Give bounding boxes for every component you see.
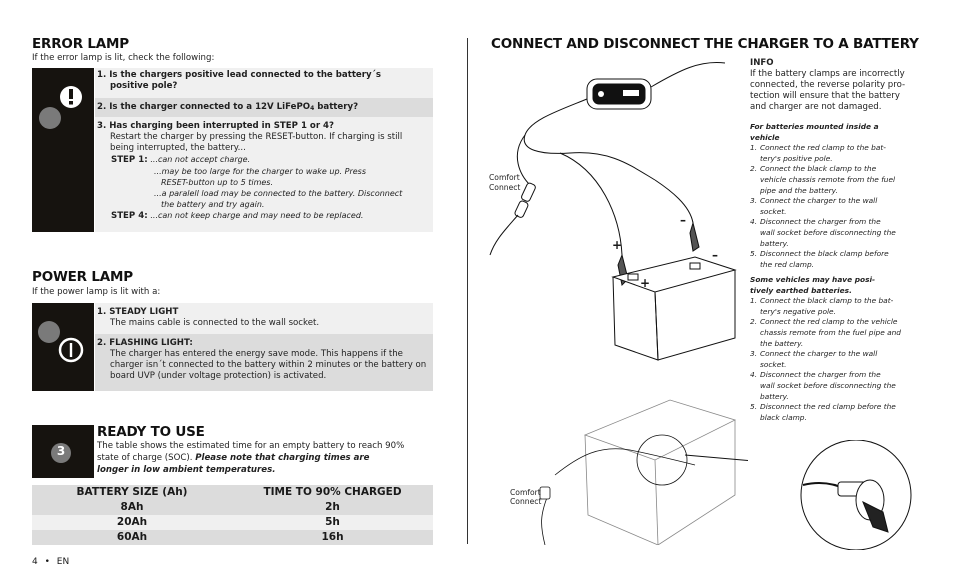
list-item-line: battery.	[760, 238, 789, 248]
table-cell: 16h	[321, 531, 344, 543]
comfort-connect-label-2a: Comfort	[510, 488, 541, 497]
error-check-2-subscript: 4	[310, 105, 315, 112]
comfort-connect-label-2	[510, 488, 541, 506]
power-lamp-intro: If the power lamp is lit with a:	[32, 287, 161, 297]
list-item	[750, 164, 915, 196]
list-item	[750, 217, 915, 249]
list-item-text	[760, 143, 886, 164]
list-item-text	[760, 196, 877, 217]
table-cell: 60Ah	[116, 531, 148, 543]
list-item-line: tery's positive pole.	[760, 153, 833, 163]
list-item-number: 4.	[750, 217, 758, 227]
charge-table-header	[32, 485, 433, 500]
ready-icon-panel	[32, 425, 94, 478]
info-block	[750, 58, 915, 113]
ready-note: Please note that charging times are	[195, 453, 370, 463]
footer-bullet: •	[44, 557, 50, 567]
list-item-number: 2.	[750, 164, 758, 174]
power-item-flashing-l1: The charger has entered the energy save mode. This happens if the	[110, 349, 403, 359]
info-line2: connected, the reverse polarity pro-	[750, 80, 906, 90]
step1-label: STEP 1:	[111, 155, 148, 165]
footer-language: EN	[56, 557, 70, 567]
header-battery-size: BATTERY SIZE (Ah)	[76, 486, 188, 498]
list-item-line: Connect the red clamp to the vehicle	[760, 317, 898, 327]
positive-earth-steps	[750, 296, 915, 423]
list-item-line: Disconnect the black clamp before	[760, 249, 889, 259]
list-item-line: chassis remote from the fuel pipe and	[760, 327, 901, 337]
list-item	[750, 249, 915, 270]
power-item-steady	[95, 303, 433, 334]
power-lamp-heading: POWER LAMP	[32, 269, 133, 285]
clamp-detail-zoom-icon	[788, 440, 928, 550]
list-item-line: wall socket before disconnecting the	[760, 227, 896, 237]
list-item-number: 3.	[750, 349, 758, 359]
comfort-connect-label-1a: Comfort	[489, 173, 520, 182]
list-item-number: 3.	[750, 196, 758, 206]
step4-label: STEP 4:	[111, 211, 148, 221]
list-item	[750, 402, 915, 423]
error-check-3	[95, 117, 433, 232]
table-row	[32, 515, 433, 530]
list-item-line: Disconnect the charger from the	[760, 217, 881, 227]
ready-heading: READY TO USE	[97, 424, 205, 440]
power-item-flashing	[95, 334, 433, 391]
table-cell: 8Ah	[120, 501, 144, 513]
page-number: 4	[32, 557, 38, 567]
ready-note-cont: longer in low ambient temperatures.	[97, 465, 276, 475]
table-row	[32, 500, 433, 515]
list-item-line: Disconnect the red clamp before the	[760, 402, 896, 412]
power-item-flashing-l2: charger isn´t connected to the battery within 2 minutes or the battery on	[110, 360, 427, 370]
list-item-text	[760, 296, 893, 317]
comfort-connect-label-2b: Connect	[510, 497, 542, 506]
list-item-text	[760, 164, 895, 196]
exclamation-icon	[32, 68, 94, 232]
table-cell: 20Ah	[116, 516, 148, 528]
list-item-line: the red clamp.	[760, 259, 814, 269]
table-cell: 5h	[325, 516, 340, 528]
list-item-line: pipe and the battery.	[760, 185, 838, 195]
step1-c2: the battery and try again.	[161, 200, 265, 209]
list-item-line: black clamp.	[760, 412, 807, 422]
error-check-3-line1: Restart the charger by pressing the RESET-button. If charging is still	[110, 132, 403, 142]
battery-icon	[613, 257, 735, 360]
positive-earth-title-cont: tively earthed batteries.	[750, 285, 852, 295]
error-lamp-intro: If the error lamp is lit, check the following:	[32, 53, 215, 63]
table-cell: 2h	[325, 501, 340, 513]
list-item	[750, 349, 915, 370]
list-item-line: vehicle chassis remote from the fuel	[760, 174, 896, 184]
list-item	[750, 196, 915, 217]
list-item-number: 5.	[750, 249, 758, 259]
charger-connection-illustration	[480, 55, 748, 545]
power-lamp-icon-panel	[32, 303, 94, 391]
error-check-2-text: 2. Is the charger connected to a 12V LiFePO	[97, 102, 311, 112]
list-item-number: 1.	[750, 296, 758, 306]
negative-earth-section	[750, 122, 915, 270]
step1-c1: ...a paralell load may be connected to the battery. Disconnect	[154, 189, 403, 198]
step4-a: ...can not keep charge and may need to be replaced.	[150, 211, 364, 220]
ready-description	[97, 440, 433, 476]
power-item-steady-text: The mains cable is connected to the wall socket.	[110, 318, 320, 328]
info-line1: If the battery clamps are incorrectly	[750, 69, 905, 79]
list-item-number: 5.	[750, 402, 758, 412]
list-item-line: Connect the charger to the wall	[760, 349, 878, 359]
step1-b1: ...may be too large for the charger to wake up. Press	[154, 167, 366, 176]
list-item-text	[760, 249, 889, 270]
info-line4: and charger are not damaged.	[750, 102, 882, 112]
error-check-3-title: 3. Has charging been interrupted in STEP 1 or 4?	[97, 121, 335, 131]
list-item-number: 2.	[750, 317, 758, 327]
step1-b2: RESET-button up to 5 times.	[161, 178, 273, 187]
comfort-connect-label-1	[489, 173, 520, 193]
header-time: TIME TO 90% CHARGED	[263, 486, 402, 498]
list-item-line: wall socket before disconnecting the	[760, 380, 896, 390]
table-row	[32, 530, 433, 545]
info-line3: tection will ensure that the battery	[750, 91, 900, 101]
positive-earth-section	[750, 275, 915, 423]
list-item-number: 4.	[750, 370, 758, 380]
list-item	[750, 143, 915, 164]
list-item-text	[760, 317, 901, 349]
error-check-2	[95, 98, 433, 117]
comfort-connect-label-1b: Connect	[489, 183, 521, 192]
list-item-line: Connect the black clamp to the bat-	[760, 296, 894, 306]
power-item-flashing-l3: board UVP (under voltage protection) is activated.	[110, 371, 327, 381]
list-item-line: socket.	[760, 206, 787, 216]
error-check-1	[95, 68, 433, 98]
negative-earth-title: For batteries mounted inside a	[750, 122, 879, 131]
list-item-line: Connect the charger to the wall	[760, 196, 878, 206]
error-check-1-text: 1. Is the chargers positive lead connected to the battery´s	[97, 70, 382, 80]
negative-earth-title-cont: vehicle	[750, 132, 780, 142]
list-item-text	[760, 370, 896, 402]
power-icon	[32, 303, 94, 391]
error-lamp-icon-panel	[32, 68, 94, 232]
list-item-text	[760, 217, 896, 249]
charger-icon	[524, 62, 725, 180]
power-item-steady-title: 1. STEADY LIGHT	[97, 307, 179, 317]
list-item-line: Disconnect the charger from the	[760, 370, 881, 380]
power-item-flashing-title: 2. FLASHING LIGHT:	[97, 338, 193, 348]
positive-earth-title: Some vehicles may have posi-	[750, 275, 876, 284]
list-item-line: socket.	[760, 359, 787, 369]
list-item-text	[760, 349, 877, 370]
list-item-text	[760, 402, 896, 423]
info-title: INFO	[750, 58, 774, 68]
list-item-line: battery.	[760, 391, 789, 401]
ready-line1: The table shows the estimated time for an empty battery to reach 90%	[97, 441, 405, 451]
list-item-number: 1.	[750, 143, 758, 153]
plus-sign-1: +	[612, 238, 623, 252]
list-item	[750, 317, 915, 349]
connect-heading: CONNECT AND DISCONNECT THE CHARGER TO A BATTERY	[491, 36, 919, 52]
list-item	[750, 296, 915, 317]
list-item-line: Connect the red clamp to the bat-	[760, 143, 886, 153]
list-item-line: Connect the black clamp to the	[760, 164, 877, 174]
page-footer	[32, 557, 69, 567]
ready-line2: state of charge (SOC).	[97, 453, 196, 463]
vehicle-battery-icon	[540, 400, 735, 545]
list-item-line: the battery.	[760, 338, 804, 348]
plus-sign-2: +	[640, 276, 651, 290]
error-check-3-line2: being interrupted, the battery...	[110, 143, 246, 153]
list-item-line: tery's negative pole.	[760, 306, 836, 316]
step1-a: ...can not accept charge.	[150, 155, 251, 164]
error-check-1-text-cont: positive pole?	[110, 81, 178, 91]
minus-sign-2: –	[712, 248, 718, 262]
minus-sign-1: –	[680, 213, 686, 227]
error-lamp-heading: ERROR LAMP	[32, 36, 129, 52]
error-check-2-suffix: battery?	[314, 102, 359, 112]
negative-earth-steps	[750, 143, 915, 270]
column-divider	[467, 38, 468, 544]
list-item	[750, 370, 915, 402]
step-number: 3	[56, 444, 66, 458]
